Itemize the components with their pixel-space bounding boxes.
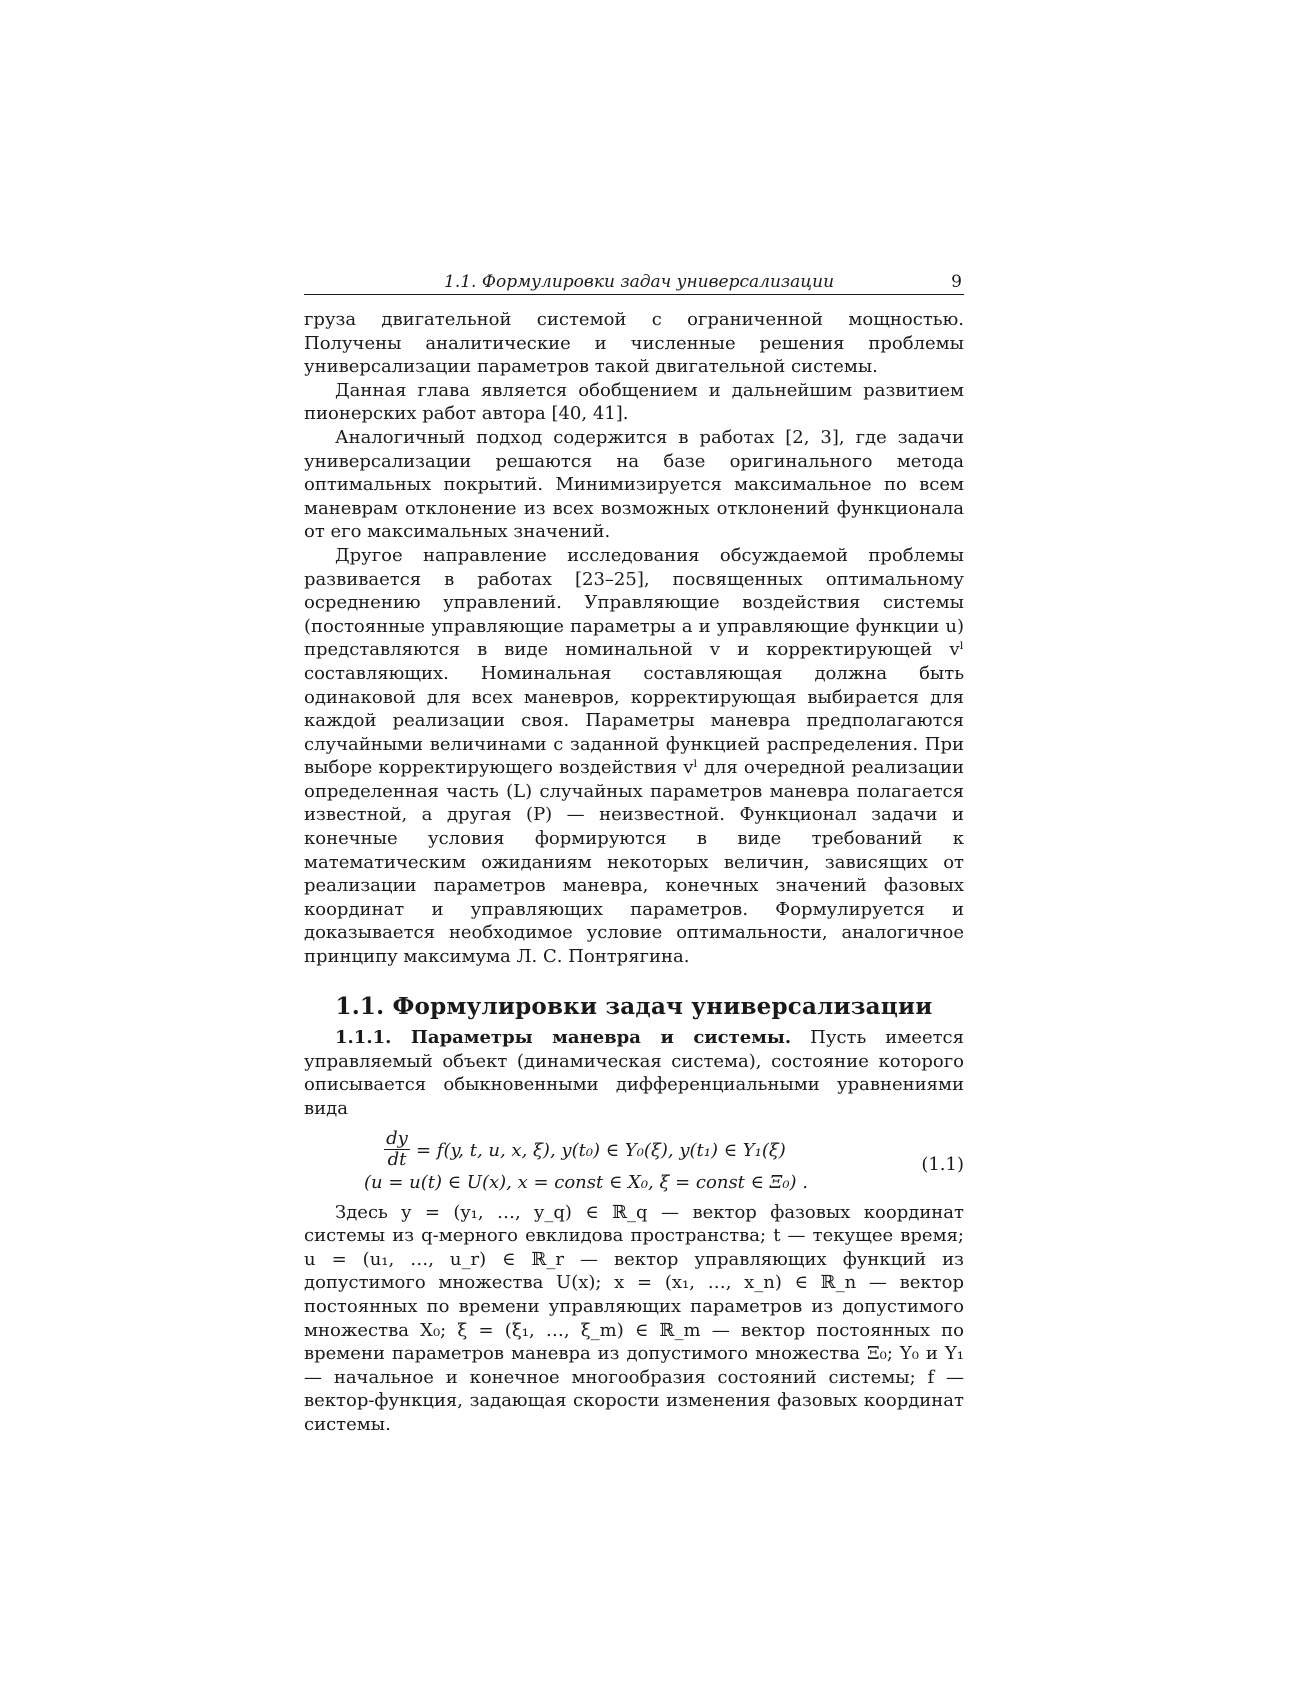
equation-line-2: (u = u(t) ∈ U(x), x = const ∈ X₀, ξ = const ∈ Ξ₀) . (364, 1171, 809, 1193)
running-head (304, 272, 964, 295)
subsection-heading: 1.1.1. Параметры маневра и системы. (335, 1027, 792, 1049)
subsection-lead-text: Пусть имеется управляемый объект (динамическая система), состояние которого описывается обыкновенными дифференциальными уравнениями вида (304, 1027, 964, 1119)
paragraph-continuation: груза двигательной системой с ограниченной мощностью. Получены аналитические и численные решения проблемы универсализации параметров такой двигательной системы. (304, 309, 964, 378)
page-number: 9 (951, 272, 962, 292)
section-heading: 1.1. Формулировки задач универсализации (335, 992, 933, 1020)
running-head-title: 1.1. Формулировки задач универсализации (444, 272, 835, 292)
equation-numerator: dy (384, 1129, 410, 1150)
equation-line-1: = f(y, t, u, x, ξ), y(t₀) ∈ Y₀(ξ), y(t₁) ∈ Y₁(ξ) (416, 1139, 786, 1161)
body-text (304, 308, 964, 1437)
equation-number: (1.1) (921, 1153, 964, 1175)
paragraph-explanation: Здесь y = (y₁, …, y_q) ∈ ℝ_q — вектор фазовых координат системы из q-мерного евклидова пространства; t — текущее время; u = (u₁, …, u_r) ∈ ℝ_r — вектор управляющих функций из допустимого множества U(x); x = (x₁, …, x_n) ∈ ℝ_n — вектор постоянных по времени управляющих параметров из допустимого множества X₀; ξ = (ξ₁, …, ξ_m) ∈ ℝ_m — вектор постоянных по времени параметров маневра из допустимого множества Ξ₀; Y₀ и Y₁ — начальное и конечное многообразия состояний системы; f — вектор-функция, задающая скорости изменения фазовых координат системы. (304, 1201, 964, 1435)
equation-fraction (384, 1129, 410, 1170)
paragraph-similar-approach: Аналогичный подход содержится в работах [2, 3], где задачи универсализации решаются на базе оригинального метода оптимальных покрытий. Минимизируется максимальное по всем маневрам отклонение из всех возможных отклонений функционала от его максимальных значений. (304, 426, 964, 543)
book-page (304, 272, 964, 1437)
paragraph-other-direction: Другое направление исследования обсуждаемой проблемы развивается в работах [23–25], посвященных оптимальному осреднению управлений. Управляющие воздействия системы (постоянные управляющие параметры a и управляющие функции u) представляются в виде номинальной v и корректирующей vˡ составляющих. Номинальная составляющая должна быть одинаковой для всех маневров, корректирующая выбирается для каждой реализации своя. Параметры маневра предполагаются случайными величинами с заданной функцией распределения. При выборе корректирующего воздействия vˡ для очередной реализации определенная часть (L) случайных параметров маневра полагается известной, а другая (P) — неизвестной. Функционал задачи и конечные условия формируются в виде требований к математическим ожиданиям некоторых величин, зависящих от реализации параметров маневра, конечных значений фазовых координат и управляющих параметров. Формулируется и доказывается необходимое условие оптимальности, аналогичное принципу максимума Л. С. Понтрягина. (304, 544, 964, 968)
paragraph-generalization: Данная глава является обобщением и дальнейшим развитием пионерских работ автора [40, 41]. (304, 379, 964, 425)
equation-denominator: dt (387, 1148, 407, 1170)
subsection-paragraph (304, 1026, 964, 1120)
equation-1-1 (304, 1129, 964, 1195)
